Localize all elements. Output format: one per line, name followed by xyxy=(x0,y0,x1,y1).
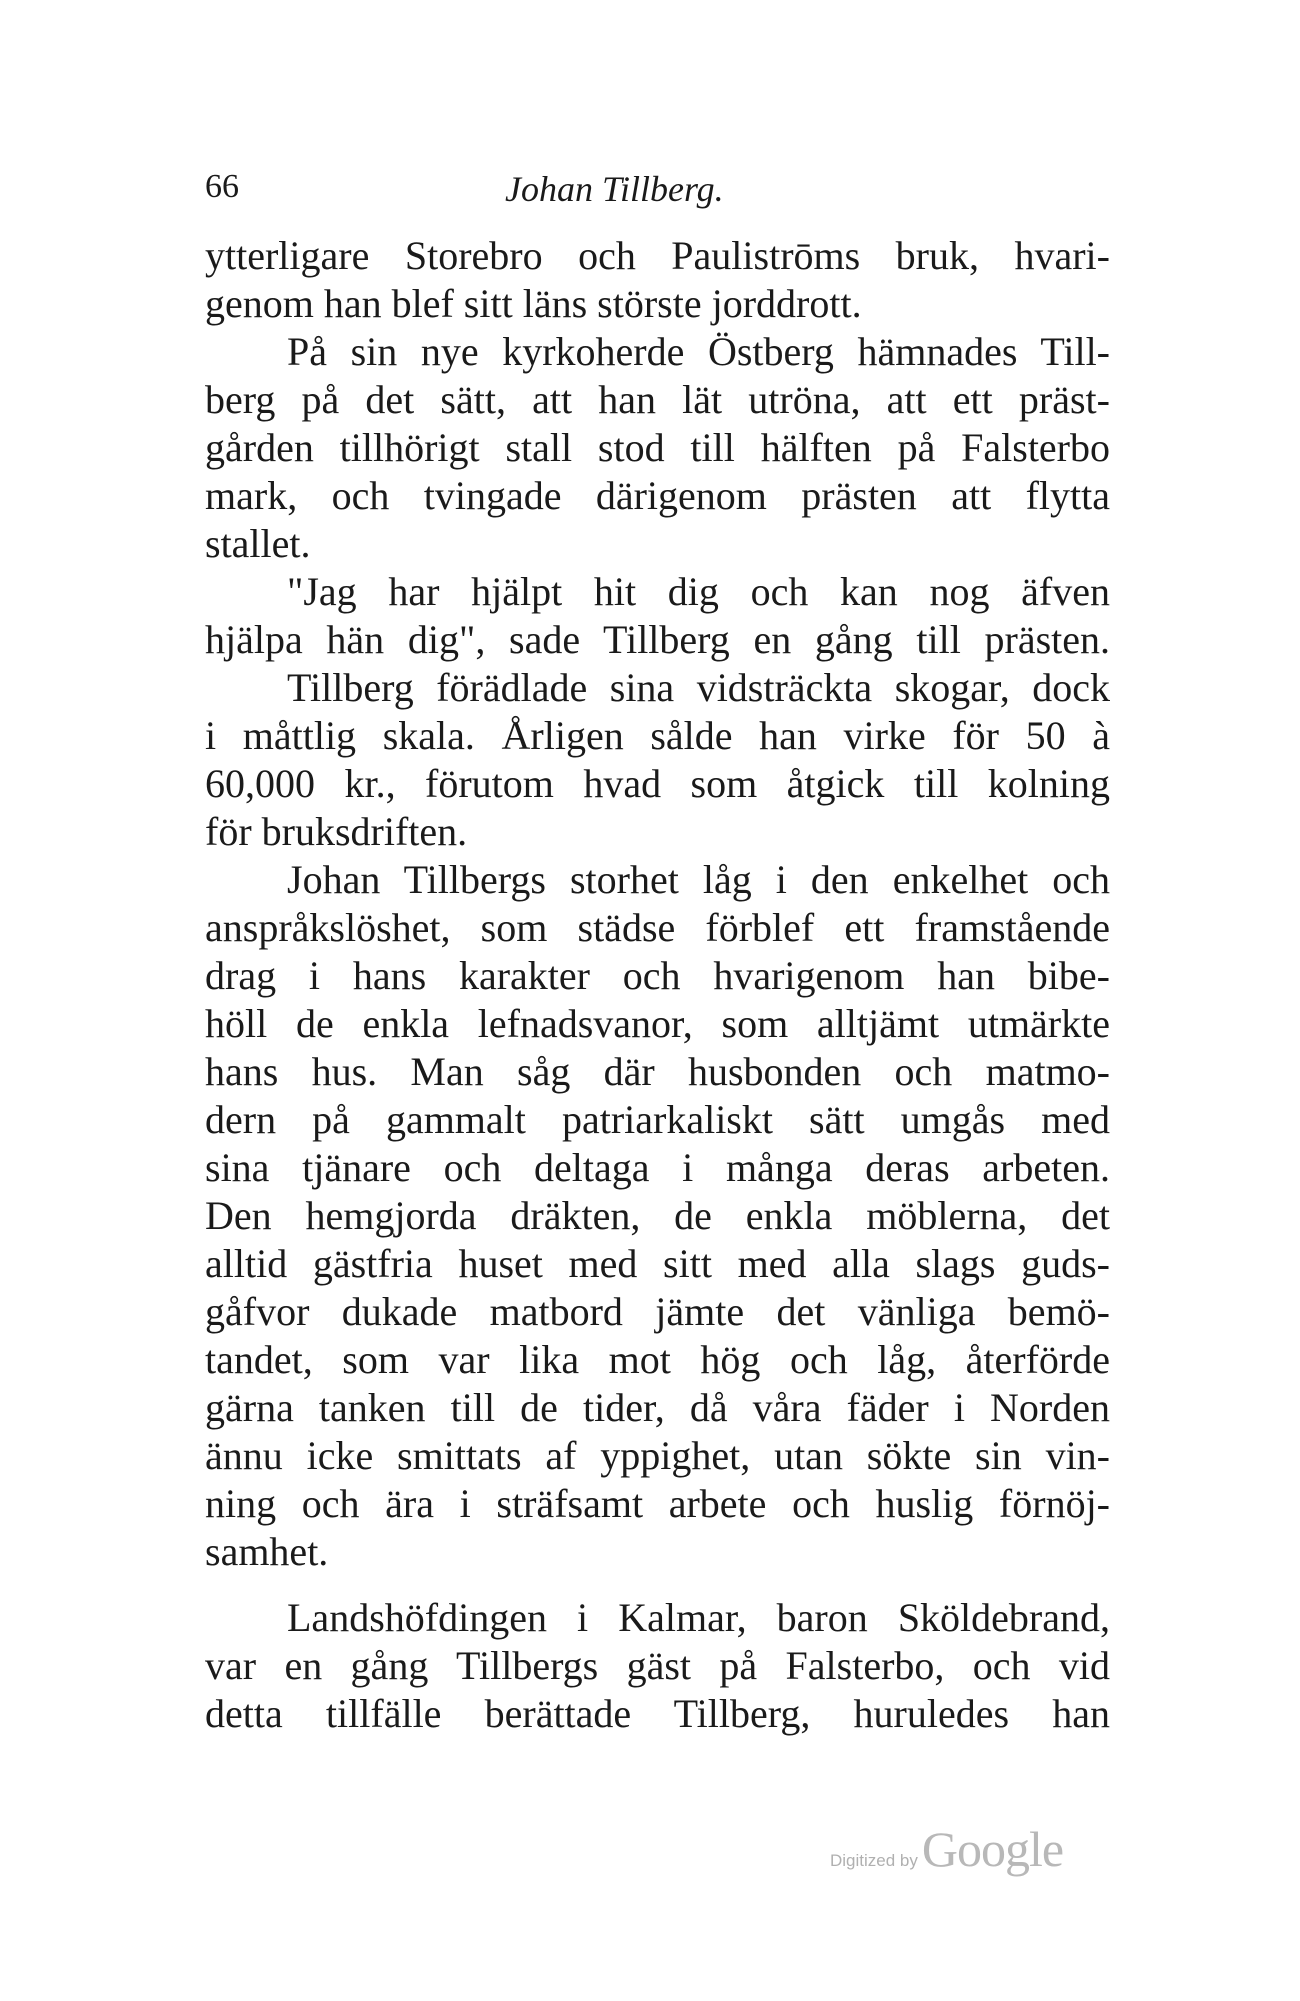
text-line: hjälpa hän dig", sade Tillberg en gång till prästen. xyxy=(205,617,1110,662)
text-line: anspråkslöshet, som städse förblef ett framstående xyxy=(205,905,1110,950)
text-line: höll de enkla lefnadsvanor, som alltjämt utmärkte xyxy=(205,1001,1110,1046)
text-line: mark, och tvingade därigenom prästen att flytta xyxy=(205,473,1110,518)
text-line: Johan Tillbergs storhet låg i den enkelhet och xyxy=(287,857,1110,902)
text-line: gåfvor dukade matbord jämte det vänliga bemö- xyxy=(205,1289,1110,1334)
text-line: 60,000 kr., förutom hvad som åtgick till kolning xyxy=(205,761,1110,806)
text-line: ytterligare Storebro och Paulistrōms bruk, hvari- xyxy=(205,233,1110,278)
text-line: "Jag har hjälpt hit dig och kan nog äfven xyxy=(287,569,1110,614)
text-line: samhet. xyxy=(205,1529,329,1574)
text-line: alltid gästfria huset med sitt med alla slags guds- xyxy=(205,1241,1110,1286)
text-line: Den hemgjorda dräkten, de enkla möblerna, det xyxy=(205,1193,1110,1238)
watermark-prefix: Digitized by xyxy=(830,1851,918,1870)
page-number: 66 xyxy=(205,168,239,205)
text-line: hans hus. Man såg där husbonden och matmo- xyxy=(205,1049,1110,1094)
digitized-by-watermark xyxy=(830,1820,1063,1880)
text-line: Tillberg förädlade sina vidsträckta skogar, dock xyxy=(287,665,1110,710)
text-line: dern på gammalt patriarkaliskt sätt umgås med xyxy=(205,1097,1110,1142)
text-line: Landshöfdingen i Kalmar, baron Sköldebrand, xyxy=(287,1595,1110,1640)
text-line: stallet. xyxy=(205,521,311,566)
page-header xyxy=(205,168,1105,218)
text-line: för bruksdriften. xyxy=(205,809,468,854)
text-line: detta tillfälle berättade Tillberg, huruledes han xyxy=(205,1691,1110,1736)
text-line: sina tjänare och deltaga i många deras arbeten. xyxy=(205,1145,1110,1190)
text-line: ännu icke smittats af yppighet, utan sökte sin vin- xyxy=(205,1433,1110,1478)
text-line: gården tillhörigt stall stod till hälften på Falsterbo xyxy=(205,425,1110,470)
running-head: Johan Tillberg. xyxy=(505,169,724,209)
text-line: berg på det sätt, att han lät utröna, att ett präst- xyxy=(205,377,1110,422)
text-line: ning och ära i sträfsamt arbete och huslig förnöj- xyxy=(205,1481,1110,1526)
text-line: i måttlig skala. Årligen sålde han virke för 50 à xyxy=(205,713,1110,758)
watermark-brand: Google xyxy=(921,1821,1064,1877)
body-text xyxy=(205,232,1110,1738)
text-line: genom han blef sitt läns störste jorddrott. xyxy=(205,281,862,326)
text-line: tandet, som var lika mot hög och låg, återförde xyxy=(205,1337,1110,1382)
text-line: drag i hans karakter och hvarigenom han bibe- xyxy=(205,953,1110,998)
text-line: På sin nye kyrkoherde Östberg hämnades Till- xyxy=(287,329,1110,374)
text-line: gärna tanken till de tider, då våra fäder i Norden xyxy=(205,1385,1110,1430)
text-line: var en gång Tillbergs gäst på Falsterbo, och vid xyxy=(205,1643,1110,1688)
